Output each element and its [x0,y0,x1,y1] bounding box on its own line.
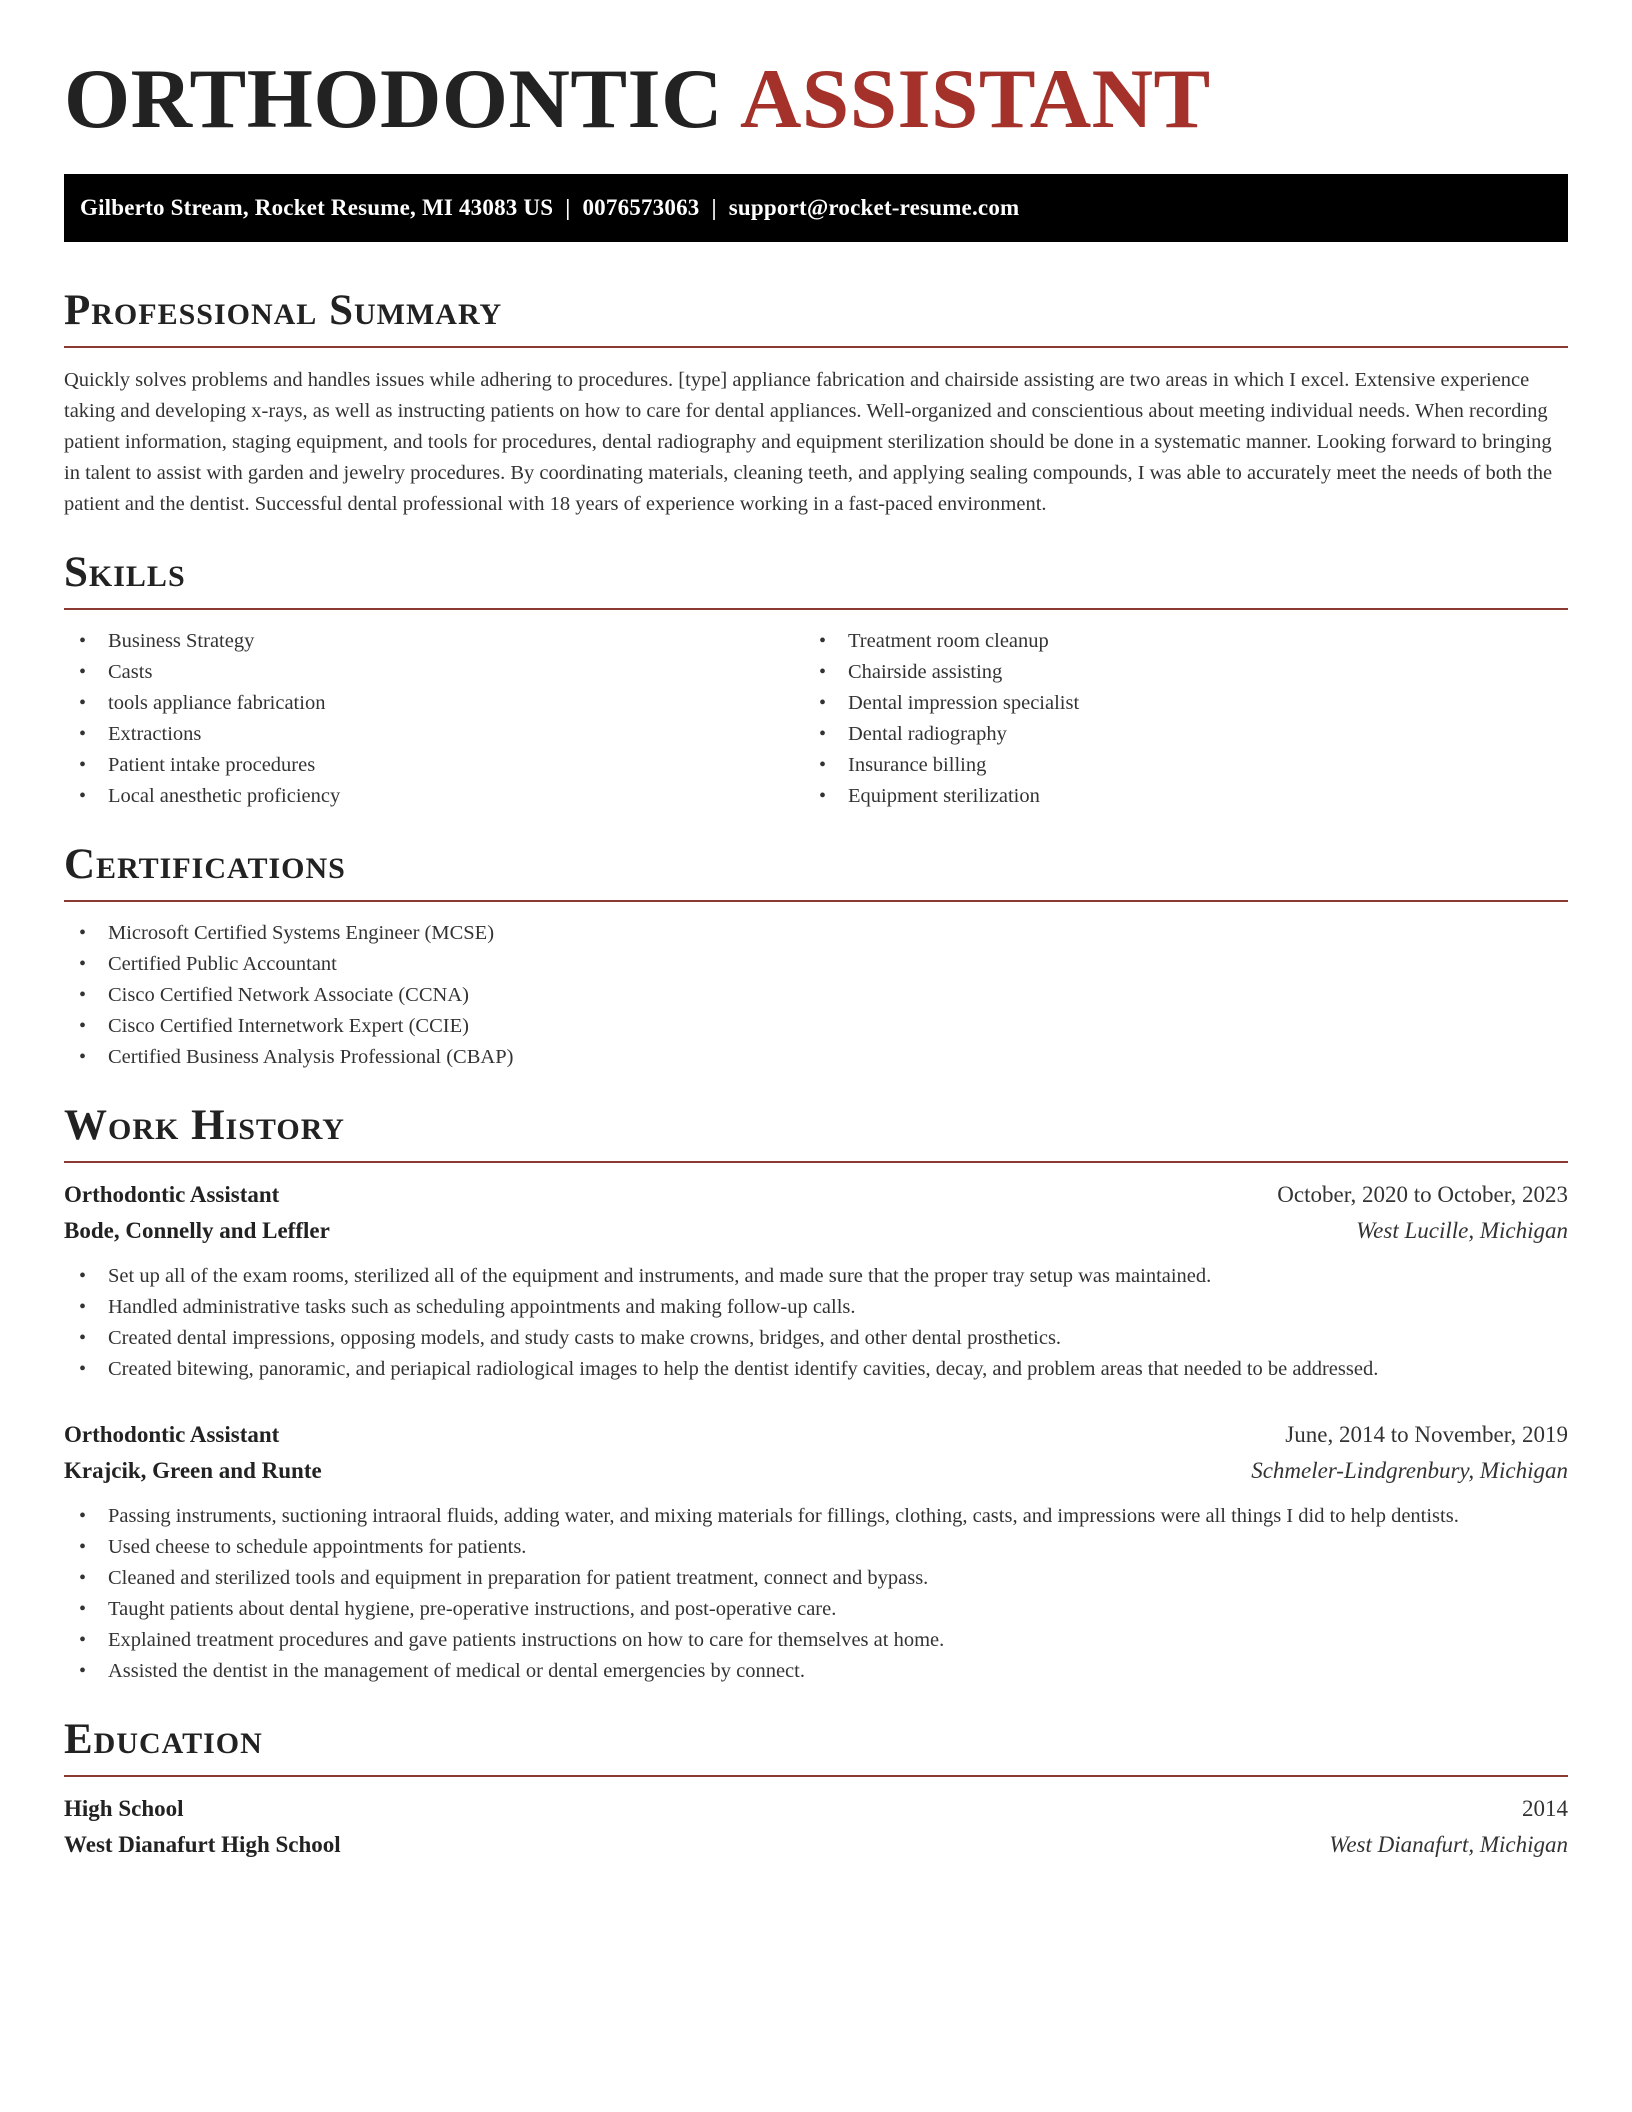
skills-section [64,548,1568,812]
skill-item: • Dental impression specialist [804,688,1544,719]
section-divider [64,608,1568,610]
work-history-section [64,1101,1568,1687]
contact-bar [64,174,1568,242]
skill-item: • Treatment room cleanup [804,626,1544,657]
skill-item: • Casts [64,657,804,688]
contact-phone: 0076573063 [582,195,700,220]
education-location: West Dianafurt, Michigan [1329,1832,1568,1857]
skill-item: • Chairside assisting [804,657,1544,688]
skill-item: • Patient intake procedures [64,750,804,781]
contact-address: Gilberto Stream, Rocket Resume, MI 43083 US [80,195,554,220]
job-company: Bode, Connelly and Leffler [64,1218,330,1243]
education-entry [64,1791,1568,1863]
job-duty: • Explained treatment procedures and gave patients instructions on how to care for themselves at home. [64,1625,1568,1656]
job-duty: • Cleaned and sterilized tools and equipment in preparation for patient treatment, connect and bypass. [64,1563,1568,1594]
job-duties-list [64,1501,1568,1687]
job-duty: • Handled administrative tasks such as scheduling appointments and making follow-up calls. [64,1292,1568,1323]
job-title: Orthodontic Assistant [64,1422,280,1447]
skills-list-right [804,626,1544,812]
education-year: 2014 [1522,1796,1568,1821]
certifications-list [64,918,1568,1073]
education-header-row [64,1791,1568,1827]
skill-item: • Dental radiography [804,719,1544,750]
job-duty: • Taught patients about dental hygiene, pre-operative instructions, and post-operative care. [64,1594,1568,1625]
job-entry [64,1177,1568,1385]
resume-title [64,0,1568,146]
section-divider [64,346,1568,348]
summary-section [64,286,1568,520]
certification-item: • Cisco Certified Internetwork Expert (CCIE) [64,1011,1568,1042]
education-section [64,1715,1568,1863]
contact-separator: | [711,195,717,220]
title-main: ORTHODONTIC [64,52,723,146]
resume-page [64,0,1568,1863]
skill-item: • Insurance billing [804,750,1544,781]
skill-item: • Business Strategy [64,626,804,657]
job-dates: June, 2014 to November, 2019 [1285,1422,1568,1447]
education-school-row [64,1827,1568,1863]
skill-item: • Extractions [64,719,804,750]
summary-text: Quickly solves problems and handles issues while adhering to procedures. [type] appliance fabrication and chairside assisting are two areas in which I excel. Extensive experience taking and developing x-rays, as well as instructing patients on how to care for dental appliances. Well-organized and conscientious about meeting individual needs. When recording patient information, staging equipment, and tools for procedures, dental radiography and equipment sterilization should be done in a systematic manner. Looking forward to bringing in talent to assist with garden and jewelry procedures. By coordinating materials, cleaning teeth, and applying sealing compounds, I was able to accurately meet the needs of both the patient and the dentist. Successful dental professional with 18 years of experience working in a fast-paced environment. [64,369,1553,515]
section-divider [64,900,1568,902]
summary-heading: Professional Summary [64,287,503,334]
skill-item: • tools appliance fabrication [64,688,804,719]
certification-item: • Cisco Certified Network Associate (CCNA) [64,980,1568,1011]
job-entry [64,1417,1568,1687]
education-heading: Education [64,1716,263,1763]
skill-item: • Local anesthetic proficiency [64,781,804,812]
job-company-row [64,1213,1568,1249]
job-company-row [64,1453,1568,1489]
contact-separator: | [565,195,571,220]
job-duty: • Created bitewing, panoramic, and periapical radiological images to help the dentist identify cavities, decay, and problem areas that needed to be addressed. [64,1354,1568,1385]
job-dates: October, 2020 to October, 2023 [1277,1182,1568,1207]
section-divider [64,1775,1568,1777]
skills-heading: Skills [64,549,186,596]
certification-item: • Certified Business Analysis Professional (CBAP) [64,1042,1568,1073]
certification-item: • Microsoft Certified Systems Engineer (MCSE) [64,918,1568,949]
job-header-row [64,1177,1568,1213]
job-location: Schmeler-Lindgrenbury, Michigan [1251,1458,1568,1483]
job-location: West Lucille, Michigan [1356,1218,1568,1243]
job-company: Krajcik, Green and Runte [64,1458,322,1483]
certifications-heading: Certifications [64,841,346,888]
job-duty: • Assisted the dentist in the management of medical or dental emergencies by connect. [64,1656,1568,1687]
work-history-heading: Work History [64,1102,345,1149]
certification-item: • Certified Public Accountant [64,949,1568,980]
contact-email[interactable]: support@rocket-resume.com [728,195,1020,220]
skills-list-left [64,626,804,812]
job-duty: • Used cheese to schedule appointments for patients. [64,1532,1568,1563]
job-header-row [64,1417,1568,1453]
job-duty: • Set up all of the exam rooms, sterilized all of the equipment and instruments, and made sure that the proper tray setup was maintained. [64,1261,1568,1292]
education-degree: High School [64,1796,184,1821]
education-school: West Dianafurt High School [64,1832,341,1857]
section-divider [64,1161,1568,1163]
job-duty: • Passing instruments, suctioning intraoral fluids, adding water, and mixing materials for fillings, clothing, casts, and impressions were all things I did to help dentists. [64,1501,1568,1532]
title-accent: ASSISTANT [740,52,1211,146]
skills-grid [64,626,1568,812]
skill-item: • Equipment sterilization [804,781,1544,812]
certifications-section [64,840,1568,1073]
job-duties-list [64,1261,1568,1385]
job-title: Orthodontic Assistant [64,1182,280,1207]
job-duty: • Created dental impressions, opposing models, and study casts to make crowns, bridges, and other dental prosthetics. [64,1323,1568,1354]
